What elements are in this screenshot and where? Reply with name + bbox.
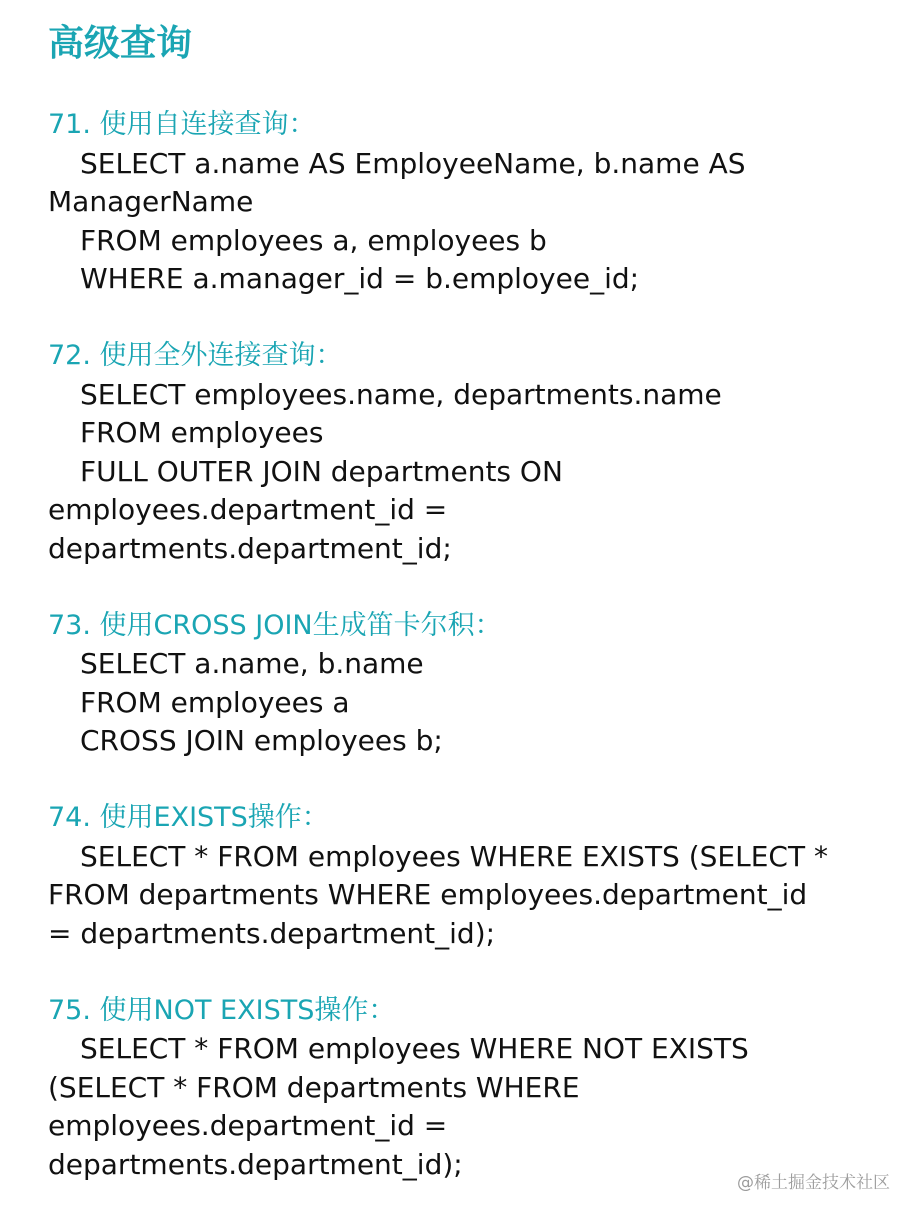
code-line: departments.department_id); — [48, 1147, 463, 1181]
code-line: FULL OUTER JOIN departments ON — [80, 454, 563, 488]
watermark: @稀土掘金技术社区 — [737, 1173, 890, 1193]
code-line: SELECT a.name AS EmployeeName, b.name AS — [80, 146, 746, 180]
code-line: FROM employees a, employees b — [80, 223, 547, 257]
code-line: = departments.department_id); — [48, 916, 496, 950]
code-line: FROM employees a — [80, 685, 350, 719]
code-line: departments.department_id; — [48, 531, 452, 565]
code-line: (SELECT * FROM departments WHERE — [48, 1070, 580, 1104]
query-item-73 — [48, 607, 868, 761]
query-heading: 71. 使用自连接查询： — [48, 109, 316, 140]
query-item-74 — [48, 799, 868, 953]
query-heading: 72. 使用全外连接查询： — [48, 340, 343, 371]
query-heading: 74. 使用EXISTS操作： — [48, 802, 329, 833]
code-line: FROM departments WHERE employees.department_id — [48, 878, 808, 911]
code-line: SELECT a.name, b.name — [80, 647, 424, 680]
query-item-75 — [48, 992, 868, 1185]
code-line: employees.department_id = — [48, 1109, 448, 1142]
query-heading: 75. 使用NOT EXISTS操作： — [48, 994, 396, 1026]
code-line: SELECT * FROM employees WHERE EXISTS (SELECT * — [80, 839, 828, 873]
code-line: CROSS JOIN employees b; — [80, 724, 443, 757]
code-line: SELECT * FROM employees WHERE NOT EXISTS — [80, 1032, 749, 1065]
code-line: FROM employees — [80, 416, 324, 449]
query-heading: 73. 使用CROSS JOIN生成笛卡尔积： — [48, 609, 502, 641]
code-line: employees.department_id = — [48, 493, 448, 526]
query-item-71 — [48, 106, 868, 299]
code-line: ManagerName — [48, 185, 254, 218]
query-item-72 — [48, 337, 868, 568]
code-line: SELECT employees.name, departments.name — [80, 377, 722, 411]
query-list — [48, 106, 868, 1223]
code-line: WHERE a.manager_id = b.employee_id; — [80, 262, 640, 295]
page-title: 高级查询 — [48, 23, 193, 64]
